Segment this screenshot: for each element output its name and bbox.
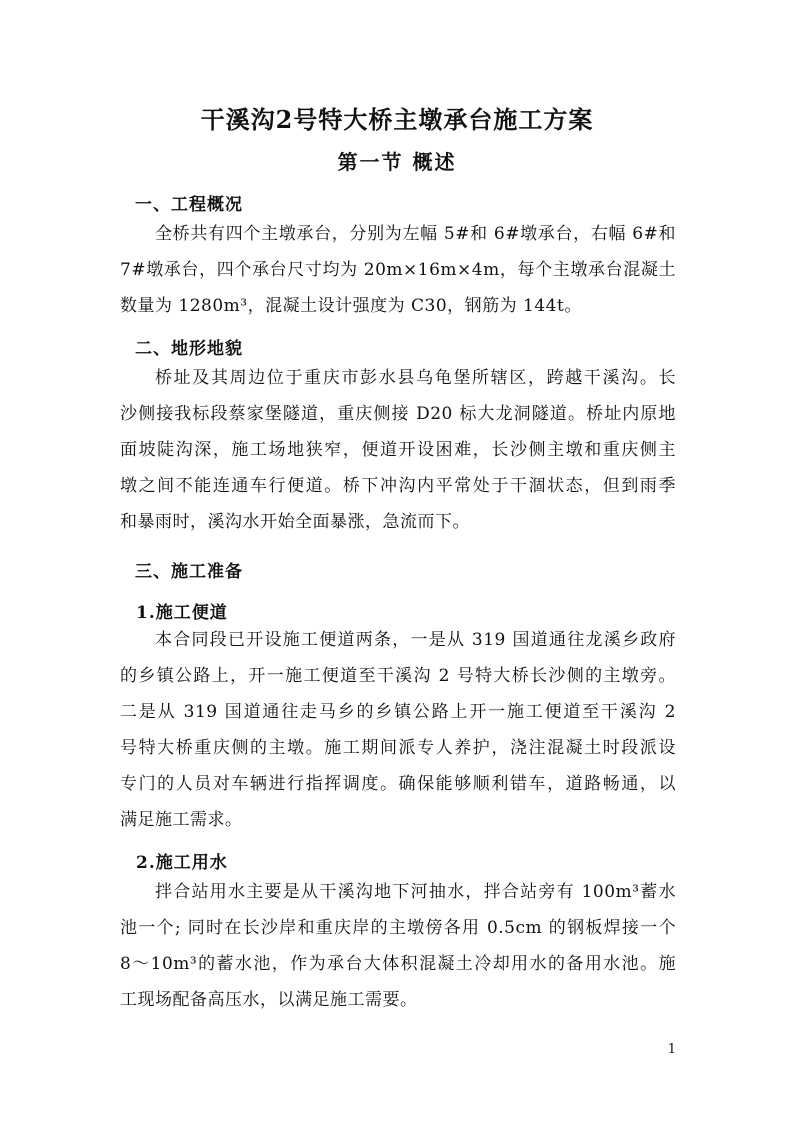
paragraph-water-supply bbox=[120, 874, 676, 1018]
paragraph-line: 面坡陡沟深，施工场地狭窄，便道开设困难，长沙侧主墩和重庆侧主 bbox=[120, 440, 676, 460]
paragraph-line: 桥址及其周边位于重庆市彭水县乌龟堡所辖区，跨越干溪沟。长 bbox=[155, 368, 676, 388]
paragraph-line: 和暴雨时，溪沟水开始全面暴涨，急流而下。 bbox=[120, 512, 470, 532]
paragraph-line: 本合同段已开设施工便道两条，一是从 319 国道通往龙溪乡政府 bbox=[155, 630, 676, 650]
paragraph-line: 二是从 319 国道通往走马乡的乡镇公路上开一施工便道至干溪沟 2 bbox=[120, 702, 676, 722]
paragraph-line: 拌合站用水主要是从干溪沟地下河抽水，拌合站旁有 100m³蓄水 bbox=[155, 882, 676, 902]
paragraph-line: 数量为 1280m³，混凝土设计强度为 C30，钢筋为 144t。 bbox=[120, 296, 582, 316]
section-heading-preparation: 三、施工准备 bbox=[135, 562, 243, 582]
paragraph-line: 全桥共有四个主墩承台，分别为左幅 5#和 6#墩承台，右幅 6#和 bbox=[155, 224, 676, 244]
paragraph-line: 池一个; 同时在长沙岸和重庆岸的主墩傍各用 0.5cm 的钢板焊接一个 bbox=[120, 918, 676, 938]
paragraph-line: 墩之间不能连通车行便道。桥下冲沟内平常处于干涸状态，但到雨季 bbox=[120, 476, 676, 496]
subsection-heading-water-supply: 2.施工用水 bbox=[136, 853, 228, 873]
paragraph-line: 工现场配备高压水，以满足施工需要。 bbox=[120, 990, 418, 1010]
paragraph-line: 7#墩承台，四个承台尺寸均为 20m×16m×4m，每个主墩承台混凝土 bbox=[120, 260, 676, 280]
paragraph-line: 号特大桥重庆侧的主墩。施工期间派专人养护，浇注混凝土时段派设 bbox=[120, 738, 676, 758]
document-title: 干溪沟2号特大桥主墩承台施工方案 bbox=[200, 105, 594, 134]
paragraph-overview bbox=[120, 216, 676, 324]
section-heading-terrain: 二、地形地貌 bbox=[135, 339, 243, 359]
paragraph-line: 的乡镇公路上，开一施工便道至干溪沟 2 号特大桥长沙侧的主墩旁。 bbox=[120, 666, 676, 686]
paragraph-terrain bbox=[120, 360, 676, 540]
page-number: 1 bbox=[667, 1042, 676, 1057]
paragraph-access-road bbox=[120, 622, 676, 838]
section-heading-overview: 一、工程概况 bbox=[135, 195, 243, 215]
subsection-heading-access-road: 1.施工便道 bbox=[136, 603, 228, 623]
paragraph-line: 满足施工需求。 bbox=[120, 810, 243, 830]
paragraph-line: 沙侧接我标段蔡家堡隧道，重庆侧接 D20 标大龙洞隧道。桥址内原地 bbox=[120, 404, 676, 424]
paragraph-line: 8～10m³的蓄水池，作为承台大体积混凝土冷却用水的备用水池。施 bbox=[120, 954, 676, 974]
section-subtitle: 第一节 概述 bbox=[337, 150, 457, 174]
paragraph-line: 专门的人员对车辆进行指挥调度。确保能够顺利错车，道路畅通，以 bbox=[120, 774, 676, 794]
